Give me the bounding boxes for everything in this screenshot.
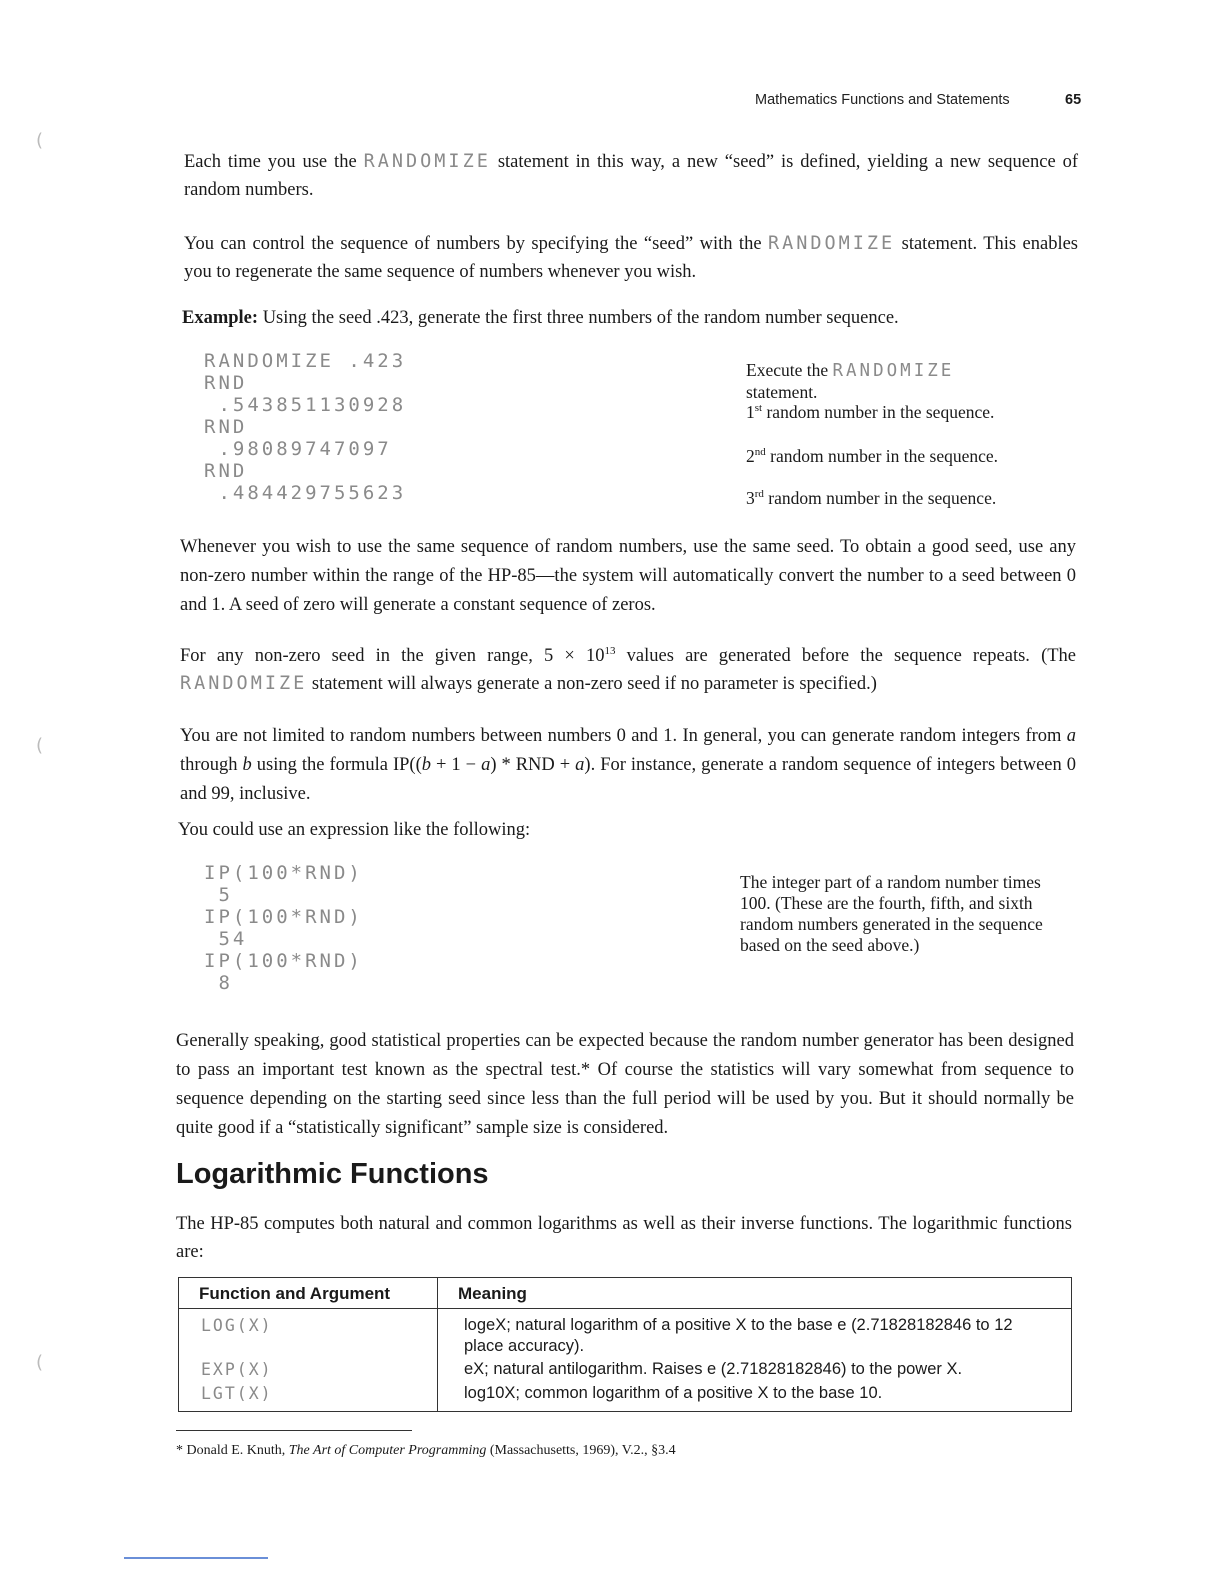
randomize-keyword: RANDOMIZE xyxy=(832,361,955,381)
code-line: 5 xyxy=(204,884,233,906)
table-header-row xyxy=(179,1278,1072,1309)
code-line: IP(100*RND) xyxy=(204,906,363,928)
text: random number in the sequence. xyxy=(770,446,999,466)
note-second xyxy=(746,446,1066,467)
variable: b xyxy=(421,755,432,775)
paragraph-statistics: Generally speaking, good statistical properties can be expected because the random number generator has been designed to pass an important test known as the spectral test.* Of course the statistics will vary somewhat from sequence to sequence depending on the starting seed since less than the full period will be used by you. But it should normally be quite good if a “statistically significant” sample size is considered. xyxy=(176,1031,1074,1138)
code-block-ip xyxy=(204,862,363,994)
footnote-title: The Art of Computer Programming xyxy=(288,1443,487,1458)
running-header: Mathematics Functions and Statements xyxy=(755,92,1010,108)
code-line: RND xyxy=(204,372,248,394)
ordinal-suffix: st xyxy=(754,402,763,415)
text: Each time you use the xyxy=(184,152,357,172)
text: You are not limited to random numbers between numbers 0 and 1. In general, you can generate random integers from xyxy=(180,726,1062,746)
table-row xyxy=(179,1309,1072,1358)
log-functions-table xyxy=(178,1277,1072,1412)
function-meaning: logeX; natural logarithm of a positive X to the base e (2.71828182846 to 12 place accuracy). xyxy=(464,1316,1013,1355)
code-line: .543851130928 xyxy=(204,394,407,416)
margin-mark-icon: ( xyxy=(36,130,44,151)
text: Execute the xyxy=(746,360,829,380)
code-block-randomize xyxy=(204,350,406,504)
ordinal: 3 xyxy=(746,488,755,508)
example-label: Example: xyxy=(182,308,259,328)
footnote xyxy=(176,1443,676,1459)
code-line: IP(100*RND) xyxy=(204,862,363,884)
variable: a xyxy=(481,755,491,775)
ordinal-suffix: rd xyxy=(754,488,764,501)
variable: a xyxy=(1066,726,1076,746)
exponent: 13 xyxy=(604,644,616,657)
paragraph-seed-control xyxy=(184,230,1078,286)
footnote-citation: (Massachusetts, 1969), V.2., §3.4 xyxy=(489,1443,676,1458)
note-integer-part: The integer part of a random number times 100. (These are the fourth, fifth, and sixth random numbers generated in the sequence based on the seed above.) xyxy=(740,872,1043,955)
paragraph-integer-range xyxy=(180,722,1076,809)
text: statement. This enables you to regenerate the same sequence of numbers whenever you wish. xyxy=(184,234,1079,282)
code-line: RND xyxy=(204,416,248,438)
variable: a xyxy=(575,755,585,775)
function-name: LGT(X) xyxy=(201,1384,273,1403)
column-header: Meaning xyxy=(438,1278,1072,1309)
paragraph-expression-intro: You could use an expression like the following: xyxy=(178,820,531,840)
randomize-keyword: RANDOMIZE xyxy=(180,673,308,694)
text: ). For instance, generate a random sequence of integers between 0 and 99, inclusive. xyxy=(180,755,1077,804)
footnote-rule xyxy=(176,1430,412,1431)
section-intro: The HP-85 computes both natural and common logarithms as well as their inverse functions. The logarithmic functions are: xyxy=(176,1214,1072,1262)
text: random number in the sequence. xyxy=(768,488,997,508)
code-line: .98089747097 xyxy=(204,438,392,460)
example-line xyxy=(182,304,1078,332)
text: You can control the sequence of numbers by specifying the “seed” with the xyxy=(184,234,762,254)
code-line: RANDOMIZE .423 xyxy=(204,350,407,372)
paragraph-period xyxy=(180,642,1076,698)
note-first xyxy=(746,402,1066,423)
paragraph-randomize-intro xyxy=(184,148,1078,204)
ordinal: 1 xyxy=(746,402,755,422)
variable: b xyxy=(242,755,252,775)
text: values are generated before the sequence repeats. (The xyxy=(626,646,1077,666)
text: statement will always generate a non-zero seed if no parameter is specified.) xyxy=(311,674,877,694)
text: Using the seed .423, generate the first three numbers of the random number sequence. xyxy=(262,308,899,328)
function-name: LOG(X) xyxy=(201,1316,273,1335)
randomize-keyword: RANDOMIZE xyxy=(363,151,491,172)
table-row xyxy=(179,1357,1072,1381)
code-line: RND xyxy=(204,460,248,482)
margin-mark-icon: ( xyxy=(36,1352,44,1373)
scan-edge-line xyxy=(124,1557,268,1559)
text: using the formula IP(( xyxy=(256,755,422,775)
text: statement. xyxy=(746,382,818,402)
code-line: 54 xyxy=(204,928,248,950)
page-number: 65 xyxy=(1065,92,1082,108)
margin-mark-icon: ( xyxy=(36,735,44,756)
section-title: Logarithmic Functions xyxy=(176,1158,489,1190)
footnote-author: Donald E. Knuth, xyxy=(186,1443,286,1458)
note-third xyxy=(746,488,1066,509)
text: through xyxy=(180,755,238,775)
paragraph-seed-range: Whenever you wish to use the same sequence of random numbers, use the same seed. To obtain a good seed, use any non-zero number within the range of the HP-85—the system will automatically convert the number to a seed between 0 and 1. A seed of zero will generate a constant sequence of zeros. xyxy=(180,537,1076,615)
footnote-marker: * xyxy=(176,1443,183,1458)
function-meaning: log10X; common logarithm of a positive X to the base 10. xyxy=(464,1384,883,1402)
text: ) * RND + xyxy=(490,755,571,775)
ordinal: 2 xyxy=(746,446,755,466)
column-header: Function and Argument xyxy=(179,1278,438,1309)
text: statement in this way, a new “seed” is defined, yielding a new sequence of random numbers. xyxy=(184,152,1079,200)
text: + 1 − xyxy=(436,755,477,775)
function-meaning: eX; natural antilogarithm. Raises e (2.71828182846) to the power X. xyxy=(464,1360,963,1378)
ordinal-suffix: nd xyxy=(754,446,766,459)
code-line: IP(100*RND) xyxy=(204,950,363,972)
function-name: EXP(X) xyxy=(201,1360,273,1379)
table-row xyxy=(179,1381,1072,1412)
note-execute xyxy=(746,360,1046,403)
randomize-keyword: RANDOMIZE xyxy=(767,233,896,254)
code-line: .484429755623 xyxy=(204,482,407,504)
code-line: 8 xyxy=(204,972,233,994)
text: For any non-zero seed in the given range, 5 × 10 xyxy=(180,646,605,666)
text: random number in the sequence. xyxy=(766,402,995,422)
